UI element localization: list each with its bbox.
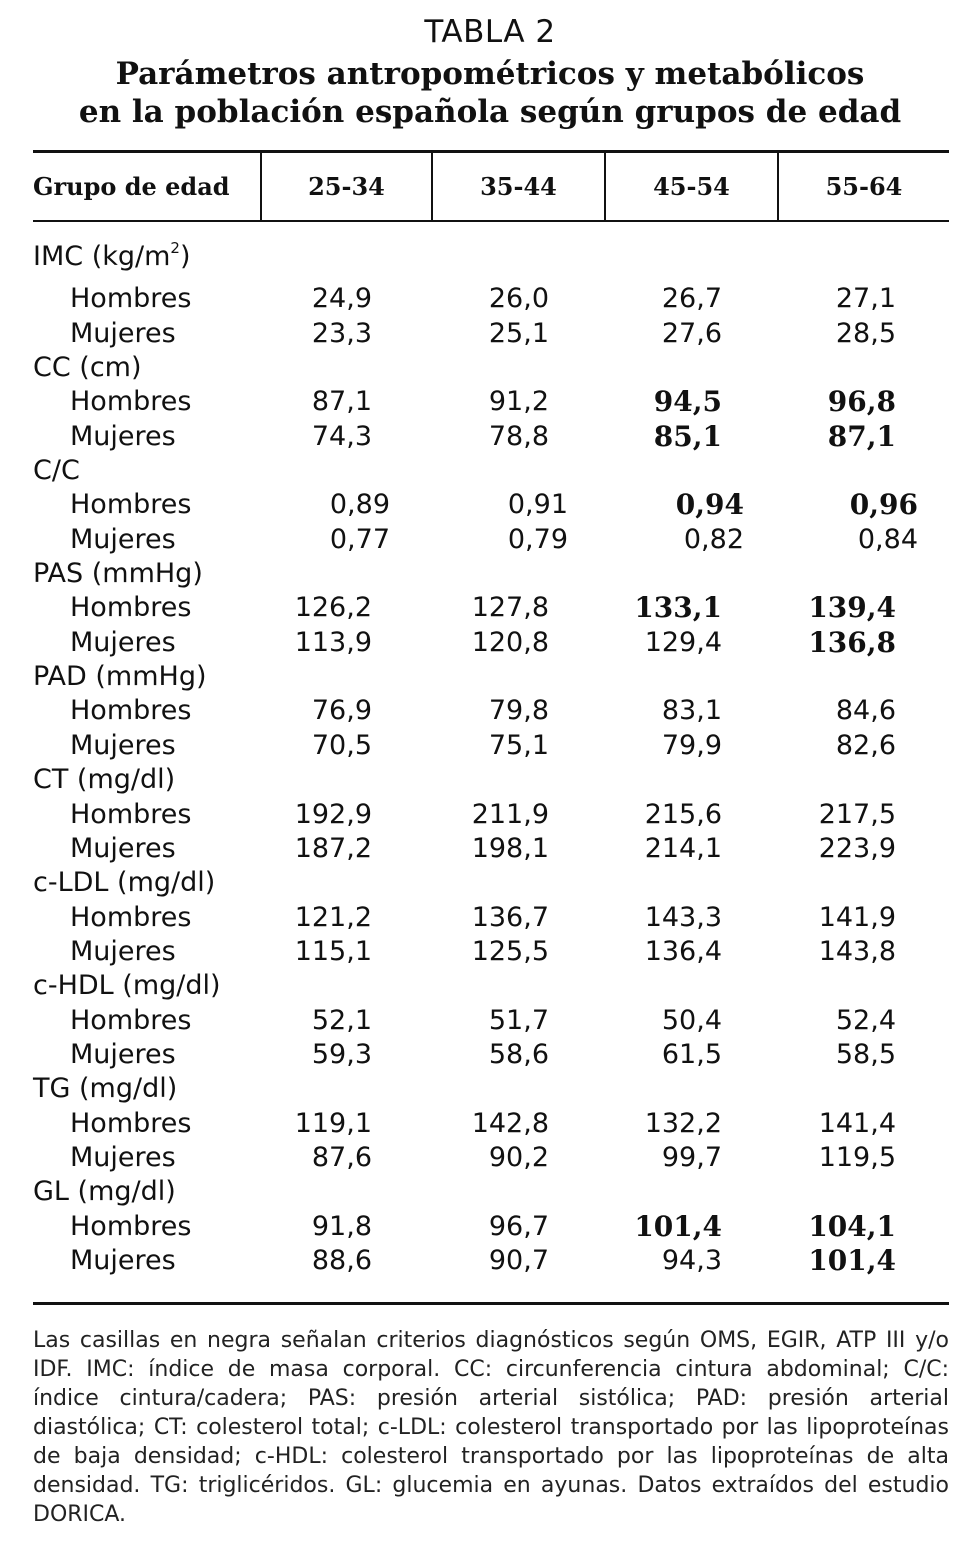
table-cell-value: 88,6 — [311, 1244, 372, 1276]
table-cell-value: 198,1 — [471, 832, 549, 864]
parameter-name — [33, 557, 203, 591]
table-cell-value: 0,77 — [329, 523, 390, 555]
table-row — [0, 591, 980, 625]
table-cell-value: 101,4 — [808, 1243, 896, 1277]
table-cell-value: 79,9 — [661, 729, 722, 761]
table-cell-value: 136,8 — [808, 625, 896, 659]
table-cell-value: 127,8 — [471, 592, 549, 624]
parameter-row — [0, 763, 980, 797]
table-cell-value: 119,5 — [818, 1141, 896, 1173]
parameter-row — [0, 660, 980, 694]
table-cell-value: 129,4 — [644, 626, 722, 658]
header-age-group: 55-64 — [825, 172, 903, 201]
table-cell-value: 125,5 — [471, 935, 549, 967]
parameter-unit-superscript: 2 — [170, 239, 180, 257]
table-row — [0, 832, 980, 866]
table-row — [0, 282, 980, 316]
header-age-group: 25-34 — [308, 172, 385, 201]
table-cell-value: 143,3 — [644, 901, 722, 933]
table-row — [0, 1107, 980, 1141]
header-age-group: 45-54 — [653, 172, 730, 201]
parameter-name-text: c-HDL (mg/dl) — [33, 970, 221, 1002]
table-bottom-rule — [33, 1302, 949, 1305]
parameter-name — [33, 351, 142, 385]
table-cell-value: 52,1 — [311, 1004, 372, 1036]
table-cell-value: 214,1 — [644, 832, 722, 864]
table-cell-value: 120,8 — [471, 626, 549, 658]
table-row — [0, 488, 980, 522]
header-age-group: 35-44 — [480, 172, 557, 201]
table-cell-value: 27,1 — [835, 283, 896, 315]
table-title-line-1: Parámetros antropométricos y metabólicos — [115, 56, 865, 92]
parameter-row — [0, 1072, 980, 1106]
table-cell-value: 136,7 — [471, 901, 549, 933]
table-cell-value: 26,0 — [488, 283, 549, 315]
parameter-name — [33, 1072, 177, 1106]
sex-label: Mujeres — [70, 729, 176, 761]
table-cell-value: 74,3 — [311, 420, 372, 452]
parameter-name-text: CC (cm) — [33, 352, 142, 384]
sex-label: Mujeres — [70, 420, 176, 452]
table-cell-value: 58,6 — [488, 1038, 549, 1070]
parameter-row — [0, 240, 980, 282]
table-cell-value: 51,7 — [488, 1004, 549, 1036]
table-cell-value: 27,6 — [661, 317, 722, 349]
parameter-name-text: C/C — [33, 455, 80, 487]
table-cell-value: 23,3 — [311, 317, 372, 349]
parameter-row — [0, 557, 980, 591]
table-cell-value: 132,2 — [644, 1107, 722, 1139]
table-cell-value: 0,94 — [675, 488, 744, 522]
parameter-name-text: GL (mg/dl) — [33, 1176, 176, 1208]
sex-label: Hombres — [70, 695, 192, 727]
sex-label: Mujeres — [70, 523, 176, 555]
table-cell-value: 211,9 — [471, 798, 549, 830]
parameter-name — [33, 969, 221, 1003]
table-cell-value: 59,3 — [311, 1038, 372, 1070]
table-cell-value: 83,1 — [661, 695, 722, 727]
sex-label: Mujeres — [70, 832, 176, 864]
table-cell-value: 143,8 — [818, 935, 896, 967]
parameter-name-text: PAS (mmHg) — [33, 558, 203, 590]
table-cell-value: 101,4 — [634, 1209, 722, 1243]
sex-label: Hombres — [70, 592, 192, 624]
parameter-name — [33, 866, 215, 900]
table-cell-value: 99,7 — [661, 1141, 722, 1173]
sex-label: Hombres — [70, 386, 192, 418]
parameter-name — [33, 763, 175, 797]
table-cell-value: 0,79 — [507, 523, 568, 555]
table-row — [0, 901, 980, 935]
parameter-name-text: CT (mg/dl) — [33, 764, 176, 796]
parameter-name-text: TG (mg/dl) — [33, 1073, 178, 1105]
table-cell-value: 223,9 — [818, 832, 896, 864]
table-cell-value: 192,9 — [294, 798, 372, 830]
sex-label: Hombres — [70, 798, 192, 830]
table-cell-value: 70,5 — [311, 729, 372, 761]
table-cell-value: 24,9 — [311, 283, 372, 315]
table-cell-value: 96,7 — [488, 1210, 549, 1242]
table-cell-value: 84,6 — [835, 695, 896, 727]
table-cell-value: 78,8 — [488, 420, 549, 452]
table-cell-value: 82,6 — [835, 729, 896, 761]
table-cell-value: 25,1 — [488, 317, 549, 349]
table-cell-value: 96,8 — [827, 385, 896, 419]
table-header-rule — [33, 220, 949, 222]
table-row — [0, 729, 980, 763]
table-cell-value: 75,1 — [488, 729, 549, 761]
table-cell-value: 90,7 — [488, 1244, 549, 1276]
table-cell-value: 87,1 — [311, 386, 372, 418]
table-row — [0, 385, 980, 419]
table-cell-value: 136,4 — [644, 935, 722, 967]
table-cell-value: 87,6 — [311, 1141, 372, 1173]
table-cell-value: 0,89 — [329, 489, 390, 521]
table-cell-value: 215,6 — [644, 798, 722, 830]
parameter-name-text: c-LDL (mg/dl) — [33, 867, 216, 899]
sex-label: Mujeres — [70, 935, 176, 967]
sex-label: Mujeres — [70, 626, 176, 658]
table-row — [0, 1038, 980, 1072]
table-row — [0, 935, 980, 969]
table-cell-value: 0,96 — [849, 488, 918, 522]
table-cell-value: 87,1 — [827, 419, 896, 453]
parameter-row — [0, 454, 980, 488]
table-cell-value: 0,84 — [857, 523, 918, 555]
table-footnote: Las casillas en negra señalan criterios diagnósticos según OMS, EGIR, ATP III y/o IDF. IMC: índice de masa corporal. CC: circunferencia cintura abdominal; C/C: índice cintura/cadera; PAS: presión arterial sistólica; PAD: presión arterial diastólica; CT: colesterol total; c-LDL: colesterol transportado por las lipoproteínas de baja densidad; c-HDL: colesterol transportado por las lipoproteínas de alta densidad. TG: triglicéridos. GL: glucemia en ayunas. Datos extraídos del estudio DORICA. — [33, 1328, 949, 1527]
parameter-name — [33, 240, 191, 274]
table-body — [0, 240, 980, 1278]
table-cell-value: 141,4 — [818, 1107, 896, 1139]
table-row — [0, 317, 980, 351]
table-top-rule — [33, 150, 949, 153]
table-row — [0, 1210, 980, 1244]
sex-label: Hombres — [70, 901, 192, 933]
table-cell-value: 142,8 — [471, 1107, 549, 1139]
sex-label: Hombres — [70, 283, 192, 315]
table-row — [0, 1141, 980, 1175]
table-cell-value: 52,4 — [835, 1004, 896, 1036]
table-cell-value: 58,5 — [835, 1038, 896, 1070]
table-row — [0, 523, 980, 557]
table-cell-value: 115,1 — [294, 935, 372, 967]
table-row — [0, 1004, 980, 1038]
sex-label: Hombres — [70, 1107, 192, 1139]
parameter-row — [0, 866, 980, 900]
table-row — [0, 1244, 980, 1278]
table-cell-value: 79,8 — [488, 695, 549, 727]
sex-label: Mujeres — [70, 1244, 176, 1276]
sex-label: Mujeres — [70, 1038, 176, 1070]
table-cell-value: 61,5 — [661, 1038, 722, 1070]
table-cell-value: 141,9 — [818, 901, 896, 933]
table-cell-value: 76,9 — [311, 695, 372, 727]
parameter-name — [33, 660, 207, 694]
table-cell-value: 94,3 — [661, 1244, 722, 1276]
table-cell-value: 94,5 — [653, 385, 722, 419]
table-cell-value: 217,5 — [818, 798, 896, 830]
table-cell-value: 85,1 — [653, 419, 722, 453]
table-cell-value: 0,91 — [507, 489, 568, 521]
table-row — [0, 694, 980, 728]
table-cell-value: 126,2 — [294, 592, 372, 624]
table-title-line-2: en la población española según grupos de edad — [78, 94, 902, 130]
table-row — [0, 420, 980, 454]
table-cell-value: 26,7 — [661, 283, 722, 315]
table-cell-value: 0,82 — [683, 523, 744, 555]
table-cell-value: 139,4 — [808, 591, 896, 625]
parameter-row — [0, 351, 980, 385]
table-cell-value: 133,1 — [634, 591, 722, 625]
table-label: TABLA 2 — [424, 14, 556, 50]
table-cell-value: 91,2 — [488, 386, 549, 418]
parameter-name-text: IMC (kg/m — [33, 241, 171, 272]
sex-label: Mujeres — [70, 1141, 176, 1173]
sex-label: Hombres — [70, 1004, 192, 1036]
header-group-label: Grupo de edad — [33, 172, 230, 201]
parameter-row — [0, 969, 980, 1003]
sex-label: Mujeres — [70, 317, 176, 349]
table-row — [0, 798, 980, 832]
parameter-name-suffix: ) — [179, 241, 191, 272]
sex-label: Hombres — [70, 489, 192, 521]
parameter-name — [33, 454, 80, 488]
table-cell-value: 91,8 — [311, 1210, 372, 1242]
table-cell-value: 119,1 — [294, 1107, 372, 1139]
parameter-name — [33, 1175, 176, 1209]
sex-label: Hombres — [70, 1210, 192, 1242]
table-cell-value: 187,2 — [294, 832, 372, 864]
table-cell-value: 113,9 — [294, 626, 372, 658]
parameter-row — [0, 1175, 980, 1209]
table-cell-value: 28,5 — [835, 317, 896, 349]
table-cell-value: 90,2 — [488, 1141, 549, 1173]
table-row — [0, 626, 980, 660]
table-cell-value: 50,4 — [661, 1004, 722, 1036]
table-cell-value: 121,2 — [294, 901, 372, 933]
parameter-name-text: PAD (mmHg) — [33, 661, 207, 693]
table-cell-value: 104,1 — [808, 1209, 896, 1243]
